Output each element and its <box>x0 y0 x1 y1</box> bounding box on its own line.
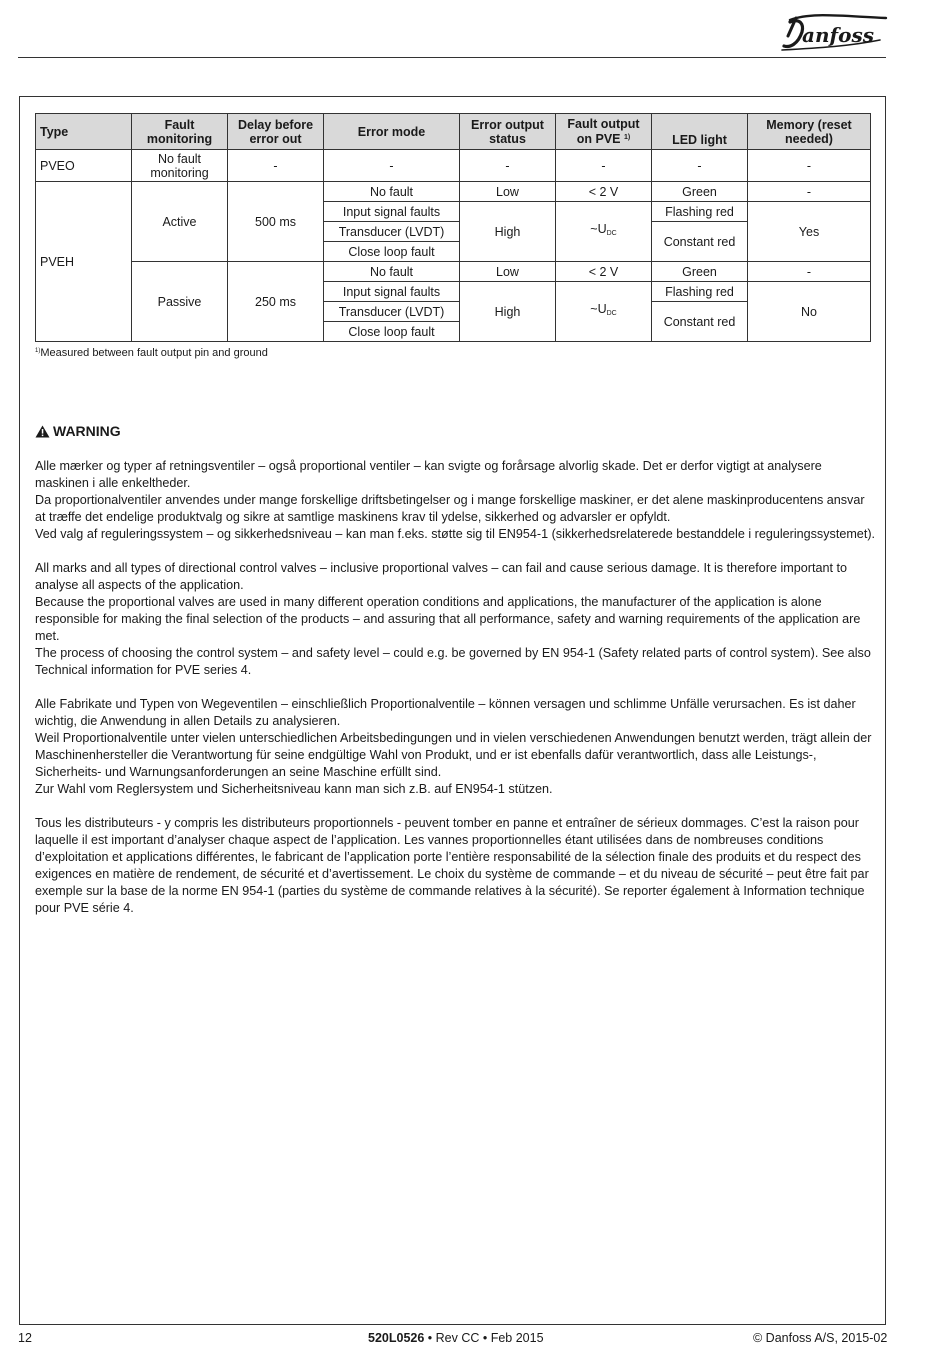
cell-delay-passive: 250 ms <box>228 262 324 342</box>
table-header-row <box>36 114 871 150</box>
cell-status: High <box>460 202 556 262</box>
cell-delay: - <box>228 150 324 182</box>
output-prefix: ~U <box>590 222 607 236</box>
warning-paragraph-french <box>35 815 875 917</box>
warning-sentence: Weil Proportionalventile unter vielen unterschiedlichen Arbeitsbedingungen und in vielen verschiedenen Anwendungen benutzt werden, trägt allein der Maschinenhersteller die Verantwortung für seine endgültige Wahl von Produkt, und er ist ebenfalls dafür verantwortlich, dass alle Leistungs-, Sicherheits- und Warnungsanforderungen an seine Maschine erfüllt sind. <box>35 731 872 779</box>
header-fault-output <box>556 114 652 150</box>
danfoss-logo <box>780 10 890 52</box>
cell-memory: - <box>748 262 871 282</box>
warning-sentence: Because the proportional valves are used in many different operation conditions and applications, the manufacturer of the application is alone responsible for making the final selection of the products – and assuring that all performance, safety and warning requirements of the application are met. <box>35 595 861 643</box>
warning-sentence: Ved valg af reguleringssystem – og sikkerhedsniveau – kan man f.eks. støtte sig til EN954-1 (sikkerhedsrelaterede bestanddele i reguleringssystemet). <box>35 527 876 541</box>
warning-paragraph-german <box>35 696 875 798</box>
cell-output: < 2 V <box>556 262 652 282</box>
cell-delay-active: 500 ms <box>228 182 324 262</box>
header-fault-output-label: Fault output on PVE <box>567 117 640 146</box>
cell-led: - <box>652 150 748 182</box>
warning-sentence: Tous les distributeurs - y compris les distributeurs proportionnels - peuvent tomber en panne et entraîner de sérieux dommages. C’est la raison pour laquelle il est important d’analyser chaque aspect de l’application. Les vannes proportionnelles étant utilisées dans de nombreuses conditions d’exploitation et applications différentes, le fabricant de l’application porte l’entière responsabilité de la sélection finale des produits et du respect des exigences en matière de rendement, de sécurité et d’avertissement. Le choix du système de commande – et du niveau de sécurité – peut être fait par exemple sur la base de la norme EN 954-1 (parties du système de commande relatives à la sécurité). Se reporter également à Information technique pour PVE série 4. <box>35 816 869 915</box>
cell-output: - <box>556 150 652 182</box>
header-error-output: Error output status <box>460 114 556 150</box>
cell-status: Low <box>460 262 556 282</box>
warning-sentence: Alle Fabrikate und Typen von Wegeventilen – einschließlich Proportionalventile – können versagen und schlimme Unfälle verursachen. Es ist daher wichtig, die Anwendung in allen Details zu analysieren. <box>35 697 856 728</box>
cell-mode: No fault <box>324 182 460 202</box>
cell-monitoring: No fault monitoring <box>132 150 228 182</box>
cell-led: Green <box>652 182 748 202</box>
header-rule <box>18 57 886 58</box>
cell-type-pveo: PVEO <box>36 150 132 182</box>
doc-revision: • Rev CC • Feb 2015 <box>424 1331 544 1345</box>
header-delay: Delay before error out <box>228 114 324 150</box>
header-fault-monitoring: Fault monitoring <box>132 114 228 150</box>
footnote-text: Measured between fault output pin and ground <box>40 347 268 359</box>
header-led: LED light <box>652 114 748 150</box>
output-subscript: DC <box>606 310 617 317</box>
cell-mode: Transducer (LVDT) <box>324 302 460 322</box>
output-prefix: ~U <box>590 302 607 316</box>
warning-heading <box>35 423 121 439</box>
cell-mode: - <box>324 150 460 182</box>
output-subscript: DC <box>606 230 617 237</box>
cell-led: Flashing red <box>652 282 748 302</box>
cell-mode: No fault <box>324 262 460 282</box>
cell-output <box>556 202 652 262</box>
warning-paragraph-english <box>35 560 875 679</box>
cell-led: Green <box>652 262 748 282</box>
fault-monitoring-table <box>35 113 871 342</box>
document-id <box>368 1331 544 1345</box>
warning-triangle-icon <box>35 425 50 438</box>
warning-sentence: The process of choosing the control system – and safety level – could e.g. be governed by EN 954-1 (Safety related parts of control system). See also Technical information for PVE series 4. <box>35 646 871 677</box>
header-error-mode: Error mode <box>324 114 460 150</box>
cell-mode: Input signal faults <box>324 202 460 222</box>
cell-output: < 2 V <box>556 182 652 202</box>
cell-memory: - <box>748 182 871 202</box>
copyright: © Danfoss A/S, 2015-02 <box>753 1331 888 1345</box>
header-type: Type <box>36 114 132 150</box>
cell-monitoring-active: Active <box>132 182 228 262</box>
warning-title: WARNING <box>53 423 121 439</box>
page-number: 12 <box>18 1331 32 1345</box>
table-row <box>36 182 871 202</box>
cell-led: Constant red <box>652 222 748 262</box>
doc-number: 520L0526 <box>368 1331 425 1345</box>
cell-memory: - <box>748 150 871 182</box>
warning-sentence: Da proportionalventiler anvendes under mange forskellige driftsbetingelser og i mange forskellige maskiner, er det alene maskinproducentens ansvar at træffe det endelige produktvalg og sikre at samtlige maskinens krav til ydelse, sikkerhed og advarsler er opfyldt. <box>35 493 865 524</box>
footnote-ref: 1) <box>624 134 631 141</box>
warning-body <box>35 458 875 934</box>
cell-mode: Input signal faults <box>324 282 460 302</box>
table-row <box>36 150 871 182</box>
warning-sentence: Alle mærker og typer af retningsventiler – også proportional ventiler – kan svigte og forårsage alvorlig skade. Det er derfor vigtigt at analysere maskinen i alle enkeltheder. <box>35 459 822 490</box>
warning-paragraph-danish <box>35 458 875 543</box>
cell-status: - <box>460 150 556 182</box>
warning-sentence: All marks and all types of directional control valves – inclusive proportional valves – can fail and cause serious damage. It is therefore important to analyse all aspects of the application. <box>35 561 848 592</box>
table-footnote <box>35 347 268 359</box>
warning-sentence: Zur Wahl vom Reglersystem und Sicherheitsniveau kann man sich z.B. auf EN954-1 stützen. <box>35 782 553 796</box>
footnote-marker: 1) <box>35 348 41 354</box>
cell-mode: Close loop fault <box>324 242 460 262</box>
cell-output <box>556 282 652 342</box>
cell-memory: No <box>748 282 871 342</box>
cell-status: Low <box>460 182 556 202</box>
table-row <box>36 262 871 282</box>
header-memory: Memory (reset needed) <box>748 114 871 150</box>
cell-status: High <box>460 282 556 342</box>
cell-mode: Close loop fault <box>324 322 460 342</box>
cell-led: Flashing red <box>652 202 748 222</box>
cell-led: Constant red <box>652 302 748 342</box>
svg-text:anfoss: anfoss <box>802 23 874 47</box>
cell-mode: Transducer (LVDT) <box>324 222 460 242</box>
cell-memory: Yes <box>748 202 871 262</box>
cell-type-pveh: PVEH <box>36 182 132 342</box>
cell-monitoring-passive: Passive <box>132 262 228 342</box>
